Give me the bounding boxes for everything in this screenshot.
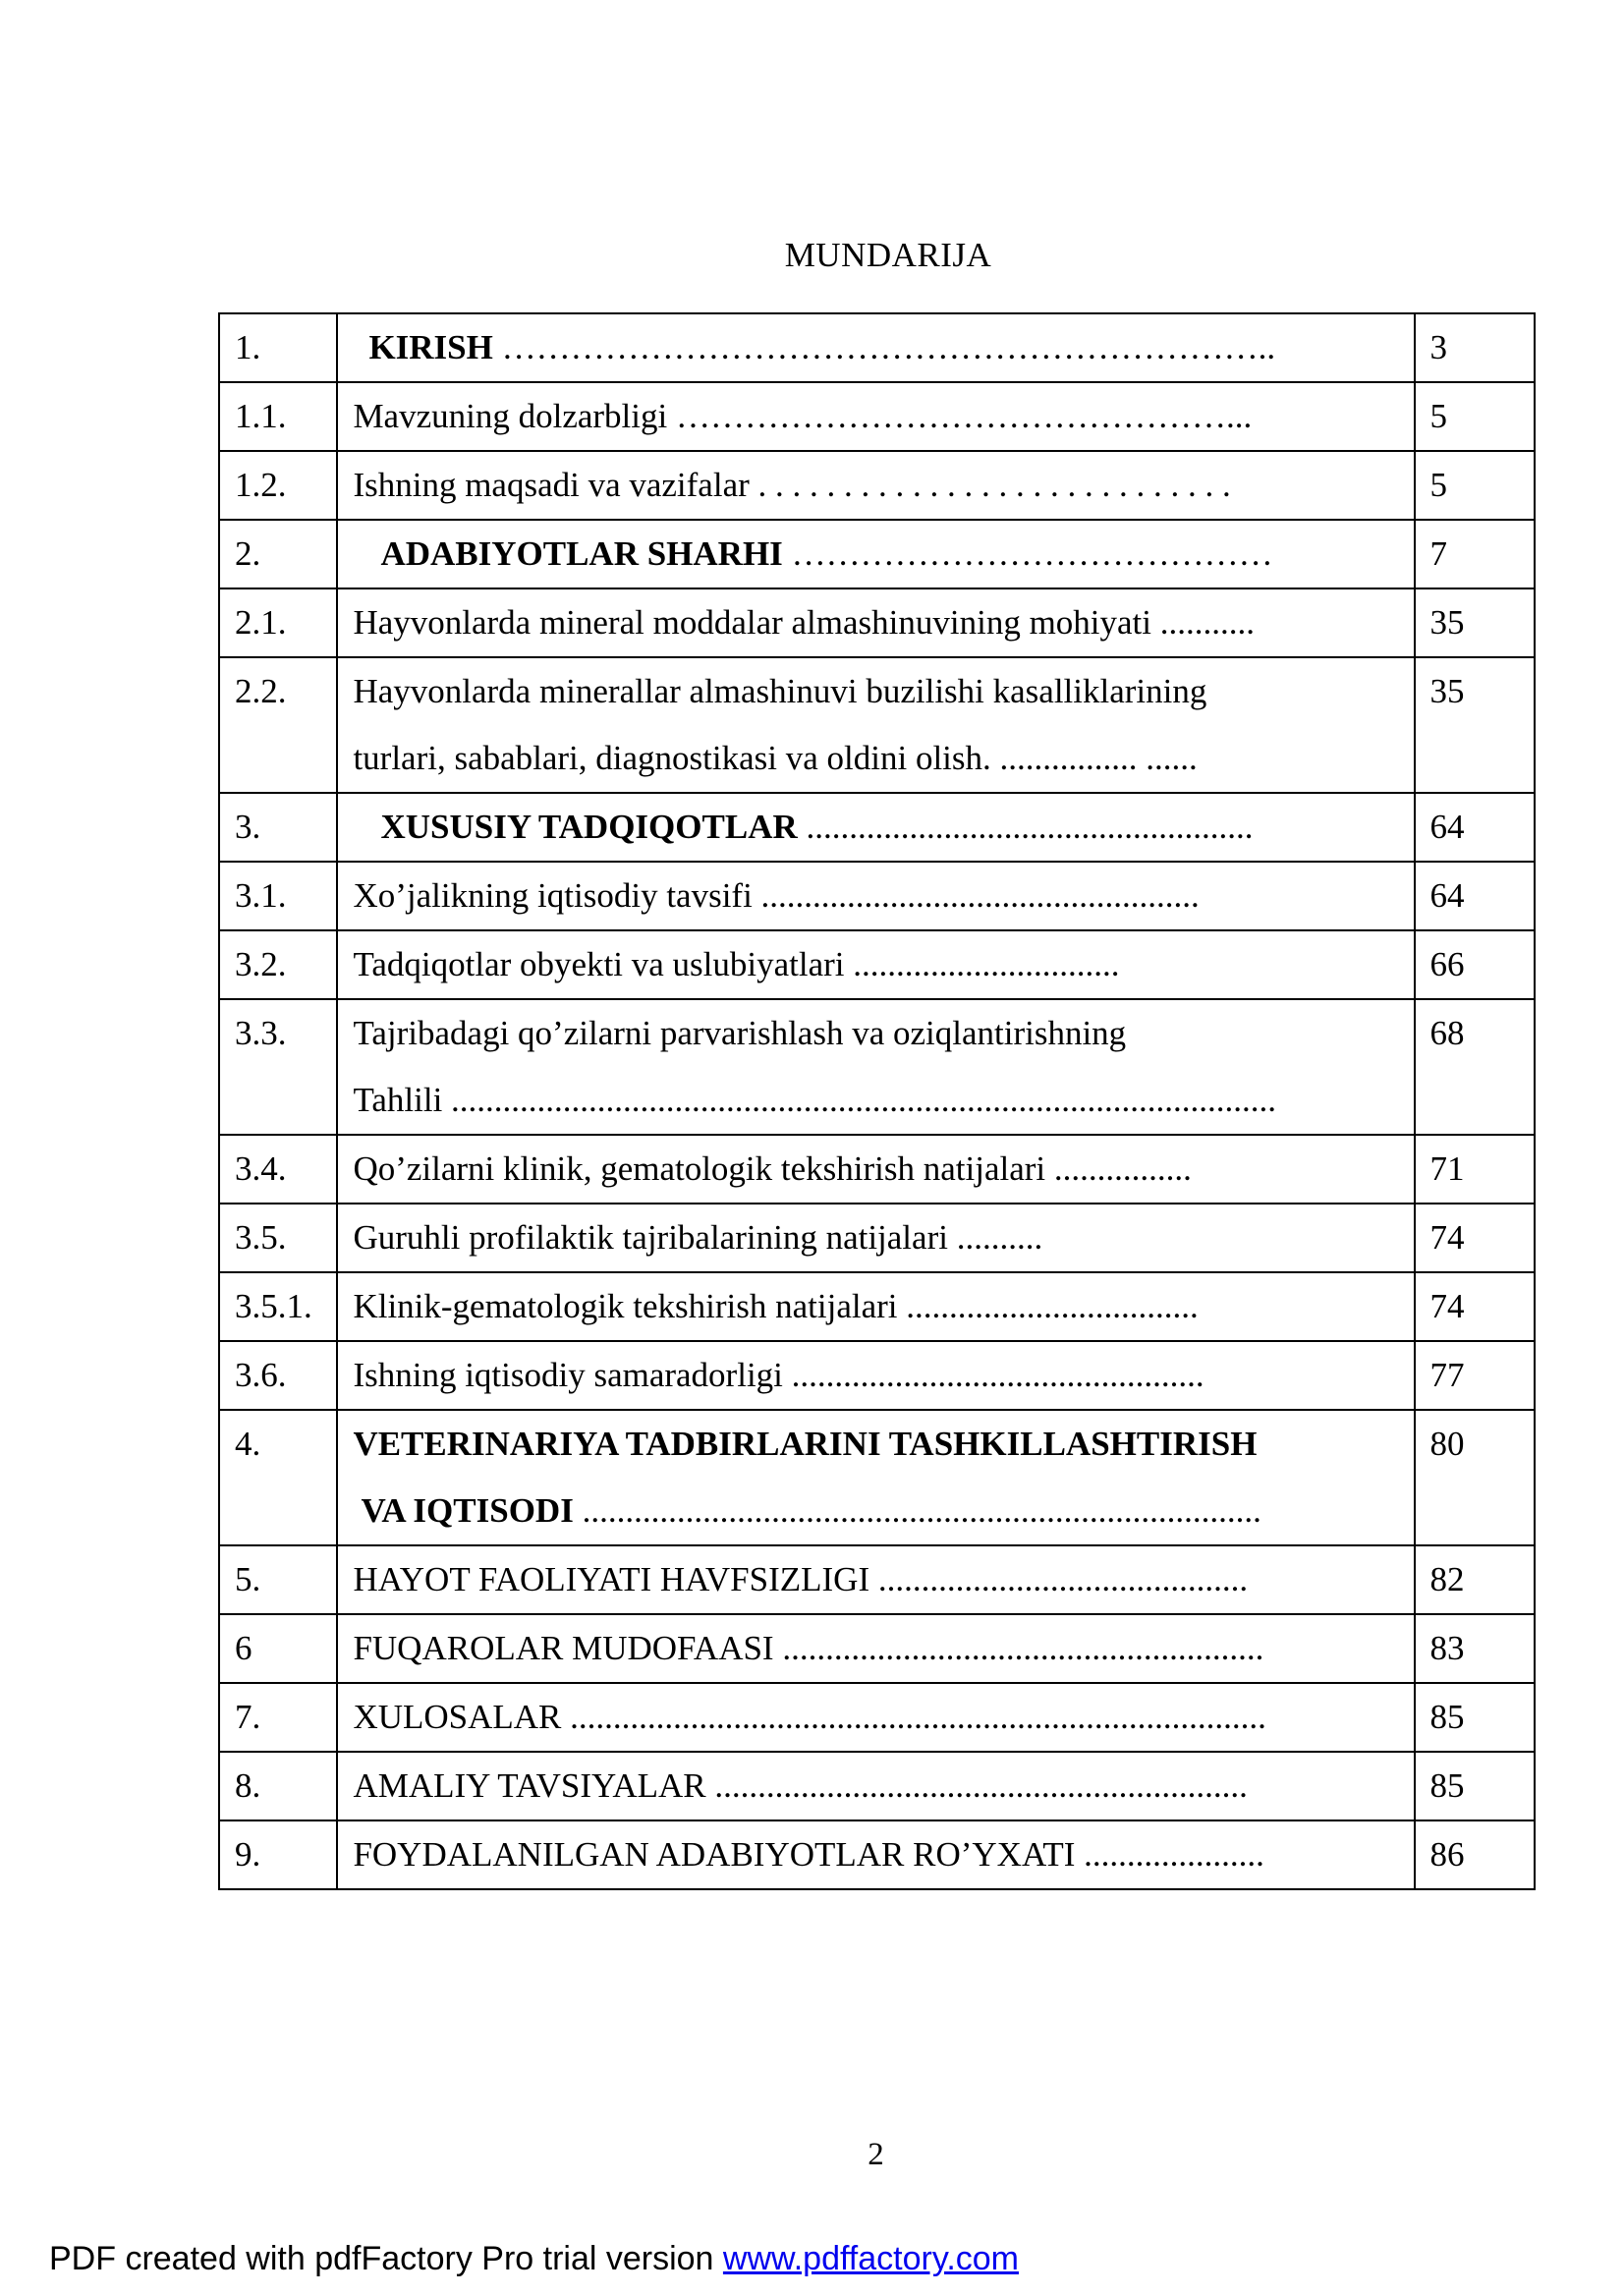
toc-section-heading: KIRISH bbox=[368, 328, 493, 366]
toc-row-number: 3. bbox=[219, 793, 337, 862]
toc-row-number: 3.6. bbox=[219, 1341, 337, 1410]
toc-row-number: 3.5. bbox=[219, 1204, 337, 1272]
toc-row-title bbox=[337, 793, 1414, 862]
toc-row-page: 35 bbox=[1415, 588, 1535, 657]
toc-row bbox=[219, 313, 1535, 382]
toc-row-title bbox=[337, 1135, 1414, 1204]
toc-row-number: 9. bbox=[219, 1820, 337, 1889]
toc-row-number: 1.2. bbox=[219, 451, 337, 520]
toc-row bbox=[219, 1410, 1535, 1545]
toc-title-line: AMALIY TAVSIYALAR .............................................................. bbox=[353, 1766, 1248, 1805]
toc-row bbox=[219, 1614, 1535, 1683]
toc-row-number: 2.1. bbox=[219, 588, 337, 657]
toc-row-title bbox=[337, 1545, 1414, 1614]
toc-row-number: 4. bbox=[219, 1410, 337, 1545]
toc-row bbox=[219, 1752, 1535, 1820]
toc-row bbox=[219, 1204, 1535, 1272]
toc-title-line: Ishning maqsadi va vazifalar . . . . . . . . . . . . . . . . . . . . . . . . . . . . bbox=[353, 466, 1231, 504]
toc-row-page: 66 bbox=[1415, 930, 1535, 999]
toc-title-line: HAYOT FAOLIYATI HAVFSIZLIGI ........................................... bbox=[353, 1560, 1249, 1598]
toc-table bbox=[218, 312, 1536, 1890]
toc-title-line: Tahlili ................................................................................................ bbox=[353, 1081, 1277, 1119]
toc-row-number: 8. bbox=[219, 1752, 337, 1820]
toc-row-title bbox=[337, 1752, 1414, 1820]
toc-title-line: Tadqiqotlar obyekti va uslubiyatlari ............................... bbox=[353, 945, 1120, 983]
toc-leader-dots: ............................................................................... bbox=[573, 1491, 1261, 1530]
toc-row-title bbox=[337, 382, 1414, 451]
toc-section-heading: VA IQTISODI bbox=[353, 1491, 574, 1530]
toc-row-page: 82 bbox=[1415, 1545, 1535, 1614]
toc-row bbox=[219, 793, 1535, 862]
toc-title-line: Hayvonlarda mineral moddalar almashinuvining mohiyati ........... bbox=[353, 603, 1256, 642]
toc-row bbox=[219, 520, 1535, 588]
toc-title-line: Mavzuning dolzarbligi …………………………………………... bbox=[353, 397, 1253, 435]
toc-row-number: 1. bbox=[219, 313, 337, 382]
pdf-footer bbox=[49, 2240, 1019, 2278]
toc-row-page: 80 bbox=[1415, 1410, 1535, 1545]
toc-leader-dots: …………………………………… bbox=[782, 534, 1273, 573]
toc-row-page: 7 bbox=[1415, 520, 1535, 588]
toc-leader-dots: .................................................... bbox=[797, 808, 1254, 846]
toc-row bbox=[219, 1545, 1535, 1614]
toc-row-page: 77 bbox=[1415, 1341, 1535, 1410]
toc-row bbox=[219, 1135, 1535, 1204]
toc-row-number: 2. bbox=[219, 520, 337, 588]
toc-row bbox=[219, 1341, 1535, 1410]
toc-row-title bbox=[337, 1683, 1414, 1752]
toc-title-line: Guruhli profilaktik tajribalarining natijalari .......... bbox=[353, 1218, 1043, 1257]
toc-row-title bbox=[337, 313, 1414, 382]
toc-row-title bbox=[337, 451, 1414, 520]
toc-row bbox=[219, 382, 1535, 451]
toc-row-title bbox=[337, 1614, 1414, 1683]
toc-title-line: Tajribadagi qo’zilarni parvarishlash va oziqlantirishning bbox=[353, 1014, 1127, 1052]
toc-row-page: 71 bbox=[1415, 1135, 1535, 1204]
footer-link[interactable]: www.pdffactory.com bbox=[722, 2240, 1019, 2277]
toc-row-number: 2.2. bbox=[219, 657, 337, 793]
toc-title: MUNDARIJA bbox=[784, 236, 992, 274]
toc-title-line: turlari, sabablari, diagnostikasi va oldini olish. ................ ...... bbox=[353, 739, 1198, 777]
toc-title-line: Xo’jalikning iqtisodiy tavsifi ................................................... bbox=[353, 876, 1200, 915]
footer-text: PDF created with pdfFactory Pro trial version bbox=[49, 2240, 723, 2277]
toc-row-number: 3.1. bbox=[219, 862, 337, 930]
toc-row-title bbox=[337, 930, 1414, 999]
toc-row-page: 64 bbox=[1415, 793, 1535, 862]
toc-title-line: Qo’zilarni klinik, gematologik tekshirish natijalari ................ bbox=[353, 1149, 1192, 1188]
toc-row-page: 5 bbox=[1415, 382, 1535, 451]
toc-row-number: 3.5.1. bbox=[219, 1272, 337, 1341]
toc-title-line: XULOSALAR ................................................................................. bbox=[353, 1698, 1266, 1736]
toc-row-title bbox=[337, 1410, 1414, 1545]
toc-row-number: 7. bbox=[219, 1683, 337, 1752]
toc-row-number: 3.3. bbox=[219, 999, 337, 1135]
toc-row-page: 86 bbox=[1415, 1820, 1535, 1889]
toc-row-number: 6 bbox=[219, 1614, 337, 1683]
toc-row-number: 5. bbox=[219, 1545, 337, 1614]
toc-row-page: 74 bbox=[1415, 1272, 1535, 1341]
toc-row-title bbox=[337, 588, 1414, 657]
toc-row-page: 68 bbox=[1415, 999, 1535, 1135]
toc-row-page: 83 bbox=[1415, 1614, 1535, 1683]
toc-row bbox=[219, 1820, 1535, 1889]
toc-row bbox=[219, 588, 1535, 657]
toc-title-line: Hayvonlarda minerallar almashinuvi buzilishi kasalliklarining bbox=[353, 672, 1207, 710]
toc-row-page: 85 bbox=[1415, 1752, 1535, 1820]
toc-title-line: Klinik-gematologik tekshirish natijalari .................................. bbox=[353, 1287, 1199, 1325]
page-number: 2 bbox=[868, 2137, 884, 2172]
toc-section-heading: XUSUSIY TADQIQOTLAR bbox=[380, 808, 798, 846]
toc-row-number: 1.1. bbox=[219, 382, 337, 451]
toc-row bbox=[219, 930, 1535, 999]
toc-row bbox=[219, 999, 1535, 1135]
toc-row bbox=[219, 451, 1535, 520]
toc-row-title bbox=[337, 1341, 1414, 1410]
toc-section-heading: ADABIYOTLAR SHARHI bbox=[380, 534, 783, 573]
toc-row-page: 64 bbox=[1415, 862, 1535, 930]
toc-row bbox=[219, 1683, 1535, 1752]
toc-row-title bbox=[337, 1204, 1414, 1272]
toc-title-line: FUQAROLAR MUDOFAASI ........................................................ bbox=[353, 1629, 1264, 1667]
toc-row-title bbox=[337, 1820, 1414, 1889]
toc-title-line: FOYDALANILGAN ADABIYOTLAR RO’YXATI ..................... bbox=[353, 1835, 1264, 1874]
toc-row-page: 3 bbox=[1415, 313, 1535, 382]
toc-row-page: 5 bbox=[1415, 451, 1535, 520]
toc-row bbox=[219, 1272, 1535, 1341]
toc-row-title bbox=[337, 1272, 1414, 1341]
toc-row-page: 85 bbox=[1415, 1683, 1535, 1752]
toc-row bbox=[219, 862, 1535, 930]
toc-row-page: 35 bbox=[1415, 657, 1535, 793]
toc-row-page: 74 bbox=[1415, 1204, 1535, 1272]
toc-section-heading: VETERINARIYA TADBIRLARINI TASHKILLASHTIRISH bbox=[353, 1425, 1258, 1463]
toc-title-line: Ishning iqtisodiy samaradorligi ................................................ bbox=[353, 1356, 1204, 1394]
toc-row-title bbox=[337, 999, 1414, 1135]
toc-row-title bbox=[337, 520, 1414, 588]
toc-row-title bbox=[337, 657, 1414, 793]
toc-row-number: 3.4. bbox=[219, 1135, 337, 1204]
toc-row-number: 3.2. bbox=[219, 930, 337, 999]
toc-leader-dots: ………………………………………………………….. bbox=[492, 328, 1276, 366]
toc-row-title bbox=[337, 862, 1414, 930]
toc-row bbox=[219, 657, 1535, 793]
